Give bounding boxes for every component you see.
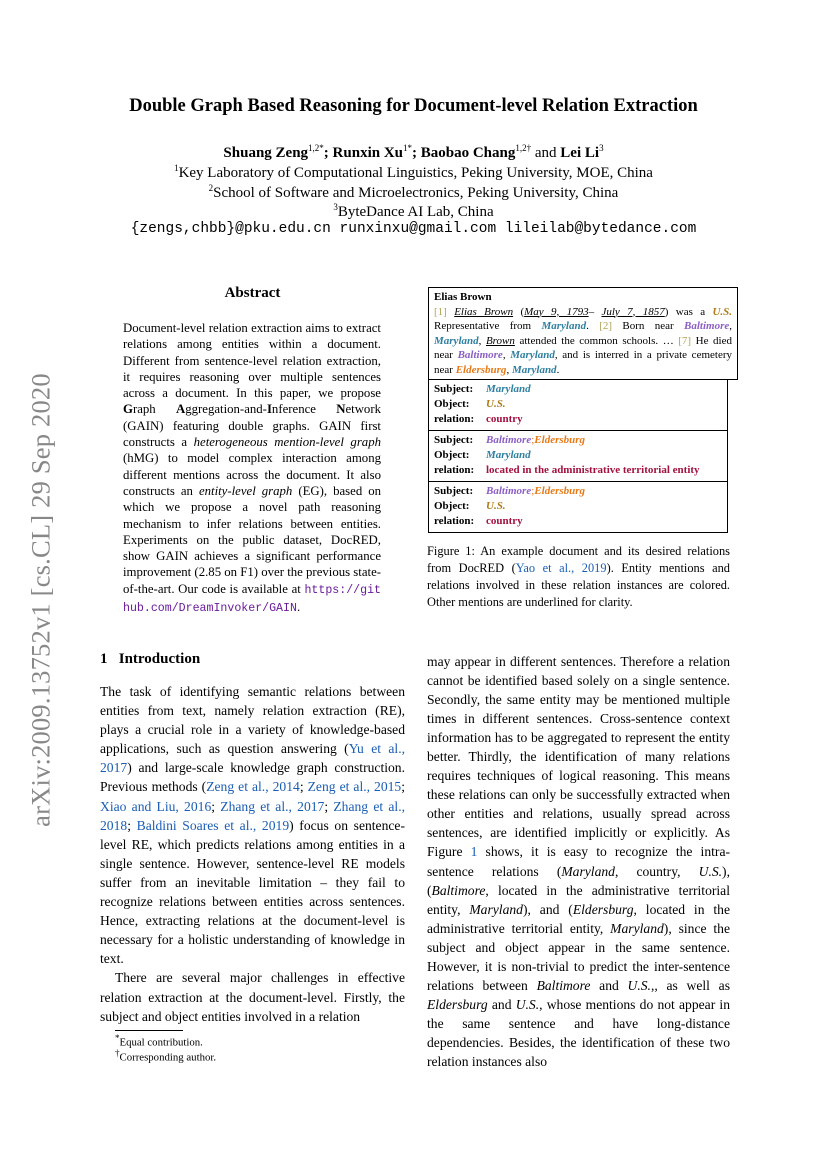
relation-instance: Subject: Baltimore ; Eldersburg Object: Maryland relation: located in the administrative territorial entity — [429, 431, 727, 482]
affiliation: $^1$Key Laboratory of Computational Linguistics, Peking University, MOE, China — [174, 163, 653, 181]
citation-link[interactable]: Yu et al., 2017 — [100, 741, 405, 776]
abstract-body: Document-level relation extraction aims to extract relations among entities within a document. Different from sentence-level relation extraction, it requires reasoning over multiple sentences across a document. In this paper, we propose Graph Aggregation-and-Inference Network (GAIN) featuring double graphs. GAIN first constructs a heterogeneous mention-level graph (hMG) to model complex interaction among different mentions across the document. It also constructs an entity-level graph (EG), based on which we propose a novel path reasoning mechanism to infer relations between entities. Experiments on the public dataset, DocRED, show GAIN achieves a significant performance improvement (2.85 on F1) over the previous state-of-the-art. Our code is available at https://github.com/DreamInvoker/GAIN. — [123, 321, 382, 616]
citation-link[interactable]: Yao et al., 2019 — [515, 561, 607, 575]
citation-link[interactable]: Zhang et al., 2018 — [100, 798, 406, 833]
citation-link[interactable]: Xiao and Liu, 2016 — [100, 798, 212, 814]
relation-instance: Subject: Baltimore ; Eldersburg Object: U.S. relation: country — [434, 485, 586, 527]
paragraph: The task of identifying semantic relations between entities from text, namely relation extraction (RE), plays a crucial role in a variety of knowledge-based applications, such as question answering (Yu et al., 2017) and large-scale knowledge graph construction. Previous methods (Zeng et al., 2014; Zeng et al., 2015; Xiao and Liu, 2016; Zhang et al., 2017; Zhang et al., 2018; Baldini Soares et al., 2019) focus on sentence-level RE, which predicts relations among entities in a single sentence. However, sentence-level RE models suffer from an inevitable limitation – they fail to recognize relations between entities across sentences. Hence, extracting relations at the document-level is necessary for a holistic understanding of knowledge in text. — [100, 684, 406, 967]
author-name: Baobao Chang — [420, 145, 516, 161]
author-list: Shuang Zeng$^{1,2*}$; Runxin $Xu^{1*}$; Baobao Chang$^{1,2\dagger}$ and Lei Li$^3$ — [223, 143, 604, 161]
relation-instance: Subject: Maryland Object: U.S. relation: country — [429, 380, 727, 431]
section-heading: 1 Introduction — [100, 651, 201, 667]
figure-document-box — [428, 287, 738, 380]
citation-link[interactable]: Zeng et al., 2015 — [307, 779, 402, 795]
affiliation: $^2$School of Software and Microelectronics, Peking University, China — [208, 183, 619, 201]
author-name: Runxin Xu — [332, 145, 403, 161]
intro-right-column — [427, 652, 730, 1071]
intro-left-column — [100, 682, 405, 1026]
arxiv-stamp — [26, 355, 56, 845]
arxiv-stamp-text: arXiv:2009.13752v1 [cs.CL] 29 Sep 2020 — [25, 373, 56, 827]
citation-link[interactable]: Baldini Soares et al., 2019 — [136, 817, 290, 833]
footnote: †Corresponding author. — [115, 1048, 217, 1064]
citation-link[interactable]: Zhang et al., 2017 — [220, 798, 325, 814]
abstract-heading: Abstract — [224, 285, 281, 301]
figure-relation-table — [428, 379, 728, 533]
figure-doc-text: [1] Elias Brown (May 9, 1793– July 7, 1857) was a U.S. Representative from Maryland. [2] Born near Baltimore, Maryland, Brown attended the common schools. … [7] He died near Baltimore, Maryland, and is interred in a private cemetery near Eldersburg, Maryland. — [434, 305, 733, 376]
paragraph: There are several major challenges in effective relation extraction at the document-level. Firstly, the subject and object entities involved in a relation — [100, 970, 405, 1024]
author-name: Shuang Zeng — [223, 145, 309, 161]
footnote-rule — [115, 1030, 183, 1031]
paragraph: may appear in different sentences. Therefore a relation cannot be identified based solely on a single sentence. Secondly, the same entity may be mentioned multiple times in different sentences. Cross-sentence context information has to be aggregated to represent the entity better. Thirdly, the identification of many relations requires techniques of logical reasoning. This means these relations can only be successfully extracted when other entities and relations, usually spread across sentences, are identified implicitly or explicitly. As Figure 1 shows, it is easy to recognize the intra-sentence relations (Maryland, country, U.S.), (Baltimore, located in the administrative territorial entity, Maryland), and (Eldersburg, located in the administrative territorial entity, Maryland), since the subject and object appear in the same sentence. However, it is non-trivial to predict the inter-sentence relations between Baltimore and U.S.,, as well as Eldersburg and U.S., whose mentions do not appear in the same sentence and have long-distance dependencies. Besides, the identification of these two relation instances also — [427, 654, 730, 1069]
figure-ref-link[interactable]: 1 — [470, 844, 478, 860]
figure-caption: Figure 1: An example document and its desired relations from DocRED (Yao et al., 2019). Entity mentions and relations involved in these relation instances are colored. Other mentions are underlined for clarity. — [427, 544, 730, 609]
code-link[interactable]: https://github.com/DreamInvoker/GAIN — [123, 583, 381, 616]
author-emails: {zengs,chbb}@pku.edu.cn runxinxu@gmail.com lileilab@bytedance.com — [130, 221, 697, 237]
author-name: Lei Li — [560, 145, 600, 161]
figure-doc-title: Elias Brown — [434, 291, 492, 303]
affiliation: $^3$ByteDance AI Lab, China — [333, 202, 494, 220]
citation-link[interactable]: Zeng et al., 2014 — [206, 779, 300, 795]
footnote: *Equal contribution. — [115, 1033, 203, 1049]
paper-title: Double Graph Based Reasoning for Document-level Relation Extraction — [129, 96, 698, 116]
